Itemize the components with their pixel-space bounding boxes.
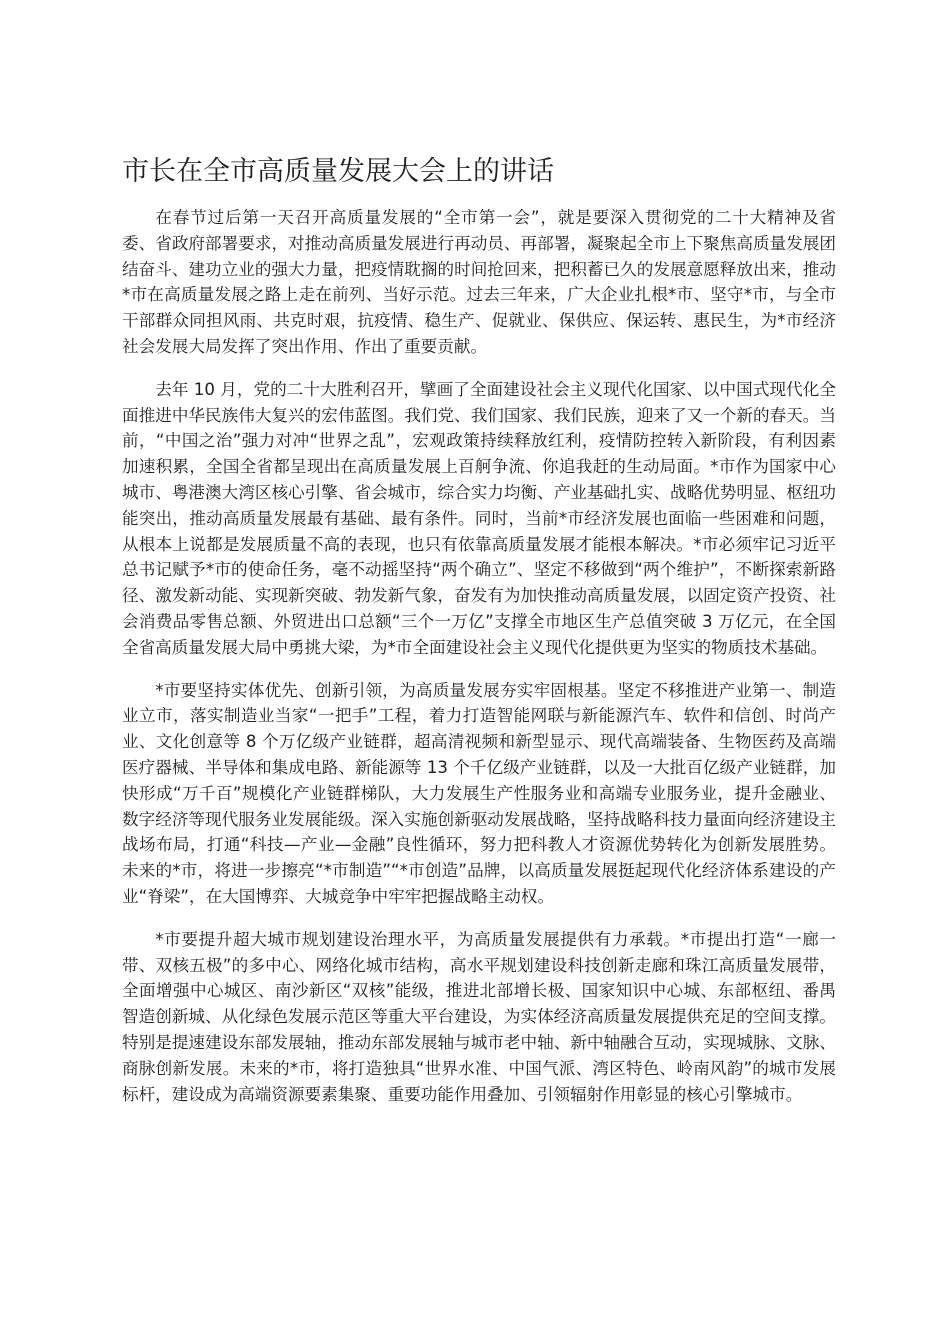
paragraph-2: 去年 10 月，党的二十大胜利召开，擘画了全面建设社会主义现代化国家、以中国式现代化全面推进中华民族伟大复兴的宏伟蓝图。我们党、我们国家、我们民族，迎来了又一个新的春天。当前，“中国之治”强力对冲“世界之乱”，宏观政策持续释放红利，疫情防控转入新阶段，有利因素加速积累，全国全省都呈现出在高质量发展上百舸争流、你追我赶的生动局面。*市作为国家中心城市、粤港澳大湾区核心引擎、省会城市，综合实力均衡、产业基础扎实、战略优势明显、枢纽功能突出，推动高质量发展最有基础、最有条件。同时，当前*市经济发展也面临一些困难和问题，从根本上说都是发展质量不高的表现，也只有依靠高质量发展才能根本解决。*市必须牢记习近平总书记赋予*市的使命任务，毫不动摇坚持“两个确立”、坚定不移做到“两个维护”，不断探索新路径、激发新动能、实现新突破、勃发新气象，奋发有为加快推动高质量发展，以固定资产投资、社会消费品零售总额、外贸进出口总额“三个一万亿”支撑全市地区生产总值突破 3 万亿元，在全国全省高质量发展大局中勇挑大梁，为*市全面建设社会主义现代化提供更为坚实的物质技术基础。 (122, 379, 836, 657)
document-title: 市长在全市高质量发展大会上的讲话 (122, 156, 554, 187)
document-body (122, 205, 836, 1124)
paragraph-4: *市要提升超大城市规划建设治理水平，为高质量发展提供有力承载。*市提出打造“一廊一带、双核五极”的多中心、网络化城市结构，高水平规划建设科技创新走廊和珠江高质量发展带，全面增强中心城区、南沙新区“双核”能级，推进北部增长极、国家知识中心城、东部枢纽、番禺智造创新城、从化绿色发展示范区等重大平台建设，为实体经济高质量发展提供充足的空间支撑。特别是提速建设东部发展轴，推动东部发展轴与城市老中轴、新中轴融合互动，实现城脉、文脉、商脉创新发展。未来的*市，将打造独具“世界水准、中国气派、湾区特色、岭南风韵”的城市发展标杆，建设成为高端资源要素集聚、重要功能作用叠加、引领辐射作用彰显的核心引擎城市。 (122, 929, 836, 1104)
paragraph-1: 在春节过后第一天召开高质量发展的“全市第一会”，就是要深入贯彻党的二十大精神及省委、省政府部署要求，对推动高质量发展进行再动员、再部署，凝聚起全市上下聚焦高质量发展团结奋斗、建功立业的强大力量，把疫情耽搁的时间抢回来，把积蓄已久的发展意愿释放出来，推动*市在高质量发展之路上走在前列、当好示范。过去三年来，广大企业扎根*市、坚守*市，与全市干部群众同担风雨、共克时艰，抗疫情、稳生产、促就业、保供应、保运转、惠民生，为*市经济社会发展大局发挥了突出作用、作出了重要贡献。 (122, 208, 836, 356)
paragraph-3: *市要坚持实体优先、创新引领，为高质量发展夯实牢固根基。坚定不移推进产业第一、制造业立市，落实制造业当家“一把手”工程，着力打造智能网联与新能源汽车、软件和信创、时尚产业、文化创意等 8 个万亿级产业链群，超高清视频和新型显示、现代高端装备、生物医药及高端医疗器械、半导体和集成电路、新能源等 13 个千亿级产业链群，以及一大批百亿级产业链群，加快形成“万千百”规模化产业链群梯队，大力发展生产性服务业和高端专业服务业，提升金融业、数字经济等现代服务业发展能级。深入实施创新驱动发展战略，坚持战略科技力量面向经济建设主战场布局，打通“科技—产业—金融”良性循环，努力把科教人才资源优势转化为创新发展胜势。未来的*市，将进一步擦亮“*市制造”“*市创造”品牌，以高质量发展挺起现代化经济体系建设的产业“脊梁”，在大国博弈、大城竞争中牢牢把握战略主动权。 (122, 680, 836, 906)
